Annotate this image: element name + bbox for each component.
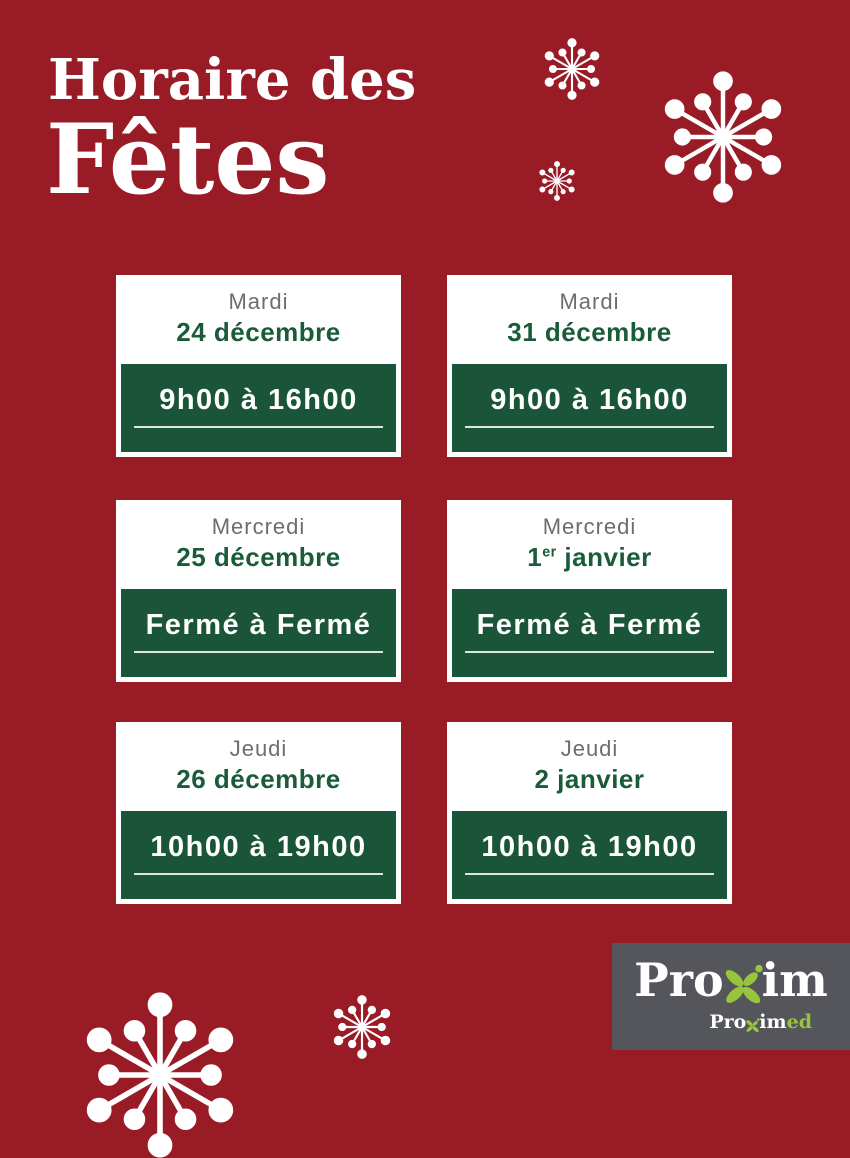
day-label: Mardi	[228, 289, 289, 314]
date-label: 1er janvier	[527, 542, 652, 572]
proxim-logo	[612, 943, 850, 1050]
hours-text: 9h00 à 16h00	[490, 384, 689, 416]
hours-underline	[134, 873, 383, 875]
hours-panel	[452, 589, 727, 677]
schedule-card	[116, 275, 401, 457]
day-label: Jeudi	[560, 736, 619, 761]
day-label: Mercredi	[211, 514, 306, 539]
date-label: 31 décembre	[507, 317, 672, 347]
hours-text: Fermé à Fermé	[145, 609, 372, 641]
hours-text: 10h00 à 19h00	[150, 831, 367, 863]
hours-text: 10h00 à 19h00	[481, 831, 698, 863]
proximed-x-icon	[745, 1018, 760, 1033]
hours-text: 9h00 à 16h00	[159, 384, 358, 416]
poster-title-line1: Horaire des	[48, 47, 417, 113]
hours-underline	[134, 426, 383, 428]
hours-underline	[465, 426, 714, 428]
date-label: 25 décembre	[176, 542, 341, 572]
schedule-card	[116, 500, 401, 682]
hours-panel	[452, 364, 727, 452]
hours-underline	[465, 651, 714, 653]
snowflake-icon	[330, 995, 394, 1059]
schedule-card	[447, 500, 732, 682]
date-label: 2 janvier	[534, 764, 645, 794]
schedule-card	[116, 722, 401, 904]
hours-panel	[121, 364, 396, 452]
schedule-card	[447, 722, 732, 904]
hours-panel	[121, 589, 396, 677]
snowflake-icon	[657, 71, 789, 203]
day-label: Mardi	[559, 289, 620, 314]
date-label: 24 décembre	[176, 317, 341, 347]
hours-panel	[121, 811, 396, 899]
day-label: Mercredi	[542, 514, 637, 539]
proxim-wordmark: Pro im	[634, 953, 828, 1007]
proxim-x-icon	[722, 964, 764, 1006]
snowflake-icon	[537, 161, 577, 201]
hours-panel	[452, 811, 727, 899]
hours-underline	[465, 873, 714, 875]
poster-title-line2: Fêtes	[46, 103, 330, 216]
snowflake-icon	[541, 38, 603, 100]
hours-text: Fermé à Fermé	[476, 609, 703, 641]
schedule-card	[447, 275, 732, 457]
hours-underline	[134, 651, 383, 653]
proximed-wordmark: Pro im ed	[709, 1011, 812, 1033]
snowflake-icon	[77, 992, 243, 1158]
day-label: Jeudi	[229, 736, 288, 761]
date-label: 26 décembre	[176, 764, 341, 794]
